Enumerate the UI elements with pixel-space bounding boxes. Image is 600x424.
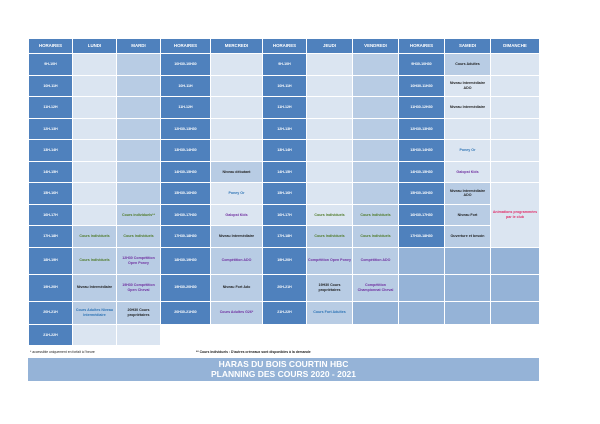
time-cell: 14H30-15H30 (161, 161, 211, 183)
time-cell: 10H-11H (263, 75, 307, 97)
table-row (29, 324, 540, 346)
dimanche-animations-cell: Animations programmées par le club (491, 183, 540, 248)
jeudi-cell: Cours Individuels (307, 226, 353, 248)
time-cell: 15H-16H (29, 183, 73, 205)
table-row (29, 274, 540, 301)
dimanche-cell (491, 75, 540, 97)
mardi-cell (117, 54, 161, 76)
table-row (29, 54, 540, 76)
time-cell: 15H-16H (263, 183, 307, 205)
samedi-cell: Cours Adultes (445, 54, 491, 76)
table-row (29, 226, 540, 248)
jeudi-cell (307, 140, 353, 162)
header-mercredi: MERCREDI (211, 39, 263, 54)
time-cell: 11H30-12H30 (399, 97, 445, 119)
jeudi-cell (307, 54, 353, 76)
header-samedi: SAMEDI (445, 39, 491, 54)
jeudi-cell: Compétition Open Poney (307, 247, 353, 274)
lundi-cell (73, 140, 117, 162)
time-cell: 17H30-18H30 (399, 226, 445, 248)
time-cell: 12H30-13H30 (399, 118, 445, 140)
time-cell: 13H30-14H30 (399, 140, 445, 162)
lundi-cell: Niveau Intermédiaire (73, 274, 117, 301)
time-cell: 10H-11H (29, 75, 73, 97)
dimanche-cell (491, 118, 540, 140)
vendredi-cell (353, 161, 399, 183)
samedi-cell: Niveau Fort (445, 204, 491, 226)
time-cell: 19H-20H (263, 247, 307, 274)
jeudi-cell (307, 183, 353, 205)
mardi-cell (117, 118, 161, 140)
empty-row-area (161, 324, 540, 346)
mardi-cell: 20H30 Cours propriétaires (117, 301, 161, 324)
time-cell: 16H30-17H30 (399, 204, 445, 226)
time-cell: 17H-18H (29, 226, 73, 248)
notes-bar (28, 349, 539, 357)
time-cell: 13H30-14H30 (161, 140, 211, 162)
samedi-cell: Galopst Kids (445, 161, 491, 183)
time-cell: 18H-19H (29, 247, 73, 274)
table-row (29, 301, 540, 324)
time-cell: 11H-12H (29, 97, 73, 119)
samedi-cell: Niveau Intermédiaire ADO (445, 183, 491, 205)
mercredi-cell: Niveau Fort Ado (211, 274, 263, 301)
table-row (29, 75, 540, 97)
samedi-time-empty (399, 301, 445, 324)
table-row (29, 247, 540, 274)
dimanche-cell (491, 97, 540, 119)
jeudi-cell (307, 97, 353, 119)
lundi-cell: Cours Adultes Niveau Intermédiaire (73, 301, 117, 324)
samedi-cell: Ouverture et besoin (445, 226, 491, 248)
time-cell: 16H30-17H30 (161, 204, 211, 226)
samedi-cell (445, 118, 491, 140)
samedi-cell (445, 301, 491, 324)
lundi-cell (73, 75, 117, 97)
mardi-cell (117, 140, 161, 162)
mardi-cell (117, 324, 161, 346)
mercredi-cell (211, 54, 263, 76)
time-cell: 21H-22H (263, 301, 307, 324)
vendredi-cell (353, 118, 399, 140)
samedi-cell: Niveau Intermédiaire (445, 97, 491, 119)
lundi-cell: Cours Individuels (73, 226, 117, 248)
mercredi-cell (211, 118, 263, 140)
samedi-cell: Niveau Intermédiaire ADO (445, 75, 491, 97)
mercredi-cell (211, 97, 263, 119)
table-row (29, 118, 540, 140)
vendredi-cell (353, 54, 399, 76)
time-cell: 13H-14H (29, 140, 73, 162)
time-cell: 16H-17H (29, 204, 73, 226)
mardi-cell (117, 75, 161, 97)
lundi-cell (73, 118, 117, 140)
time-cell: 12H-13H (29, 118, 73, 140)
jeudi-cell (307, 118, 353, 140)
vendredi-cell (353, 301, 399, 324)
lundi-cell (73, 183, 117, 205)
footer-subtitle: PLANNING DES COURS 2020 - 2021 (210, 369, 357, 379)
mardi-cell (117, 161, 161, 183)
planning-table (28, 38, 540, 346)
time-cell: 11H-12H (161, 97, 211, 119)
table-row (29, 97, 540, 119)
samedi-cell (445, 274, 491, 301)
time-cell: 17H-18H (263, 226, 307, 248)
time-cell: 12H-13H (263, 118, 307, 140)
jeudi-cell (307, 161, 353, 183)
mercredi-cell: Compétition ADO (211, 247, 263, 274)
table-row (29, 183, 540, 205)
time-cell: 20H30-21H30 (161, 301, 211, 324)
mardi-cell: 19H30 Compétition Open Cheval (117, 274, 161, 301)
time-cell: 11H-12H (263, 97, 307, 119)
time-cell: 14H-15H (29, 161, 73, 183)
header-horaires-4: HORAIRES (399, 39, 445, 54)
mercredi-cell: Cours Adultes G26* (211, 301, 263, 324)
samedi-cell (445, 247, 491, 274)
time-cell: 10H-11H (161, 75, 211, 97)
mardi-cell: Cours individuels** (117, 204, 161, 226)
mardi-cell: 12H30 Compétition Open Poney (117, 247, 161, 274)
header-vendredi: VENDREDI (353, 39, 399, 54)
footer-title: HARAS DU BOIS COURTIN HBC (218, 359, 349, 369)
footer-title-banner (28, 358, 539, 381)
vendredi-cell (353, 183, 399, 205)
jeudi-cell (307, 75, 353, 97)
time-cell: 13H-14H (263, 140, 307, 162)
time-cell: 20H-21H (29, 301, 73, 324)
time-cell: 16H-17H (263, 204, 307, 226)
time-cell: 19H30-20H30 (161, 274, 211, 301)
samedi-time-empty (399, 274, 445, 301)
mardi-cell: Cours Individuels (117, 226, 161, 248)
mercredi-cell (211, 140, 263, 162)
mardi-cell (117, 97, 161, 119)
mercredi-cell (211, 75, 263, 97)
header-dimanche: DIMANCHE (491, 39, 540, 54)
lundi-cell (73, 97, 117, 119)
mercredi-cell: Niveau Intermédiaire (211, 226, 263, 248)
note-cours-individuels: ** Cours Individuels : D'autres créneaux sont disponibles à la demande (196, 350, 311, 354)
dimanche-cell (491, 247, 540, 274)
mardi-cell (117, 183, 161, 205)
header-jeudi: JEUDI (307, 39, 353, 54)
vendredi-cell (353, 97, 399, 119)
lundi-cell: Cours Individuels (73, 247, 117, 274)
header-horaires-3: HORAIRES (263, 39, 307, 54)
dimanche-cell (491, 54, 540, 76)
time-cell: 9H30-10H30 (399, 54, 445, 76)
time-cell: 15H30-16H30 (399, 183, 445, 205)
header-horaires-1: HORAIRES (29, 39, 73, 54)
jeudi-cell: 19H30 Cours propriétaires (307, 274, 353, 301)
table-row (29, 204, 540, 226)
lundi-cell (73, 204, 117, 226)
planning-sheet (28, 38, 539, 346)
vendredi-cell: Cours Individuels (353, 204, 399, 226)
vendredi-cell (353, 140, 399, 162)
header-horaires-2: HORAIRES (161, 39, 211, 54)
time-cell: 17H30-18H30 (161, 226, 211, 248)
table-row (29, 161, 540, 183)
time-cell: 14H-15H (263, 161, 307, 183)
time-cell: 15H30-16H30 (161, 183, 211, 205)
time-cell: 21H-22H (29, 324, 73, 346)
header-mardi: MARDI (117, 39, 161, 54)
time-cell: 10H30-10H30 (161, 54, 211, 76)
lundi-cell (73, 324, 117, 346)
time-cell: 9H-10H (263, 54, 307, 76)
dimanche-cell (491, 301, 540, 324)
note-forfait: * accessible uniquement en forfait à l'heure (30, 350, 95, 354)
header-lundi: LUNDI (73, 39, 117, 54)
vendredi-cell: Compétition Championnat Cheval (353, 274, 399, 301)
vendredi-cell: Cours Individuels (353, 226, 399, 248)
mercredi-cell: Poney Or (211, 183, 263, 205)
samedi-cell: Poney Or (445, 140, 491, 162)
time-cell: 19H-20H (29, 274, 73, 301)
dimanche-cell (491, 140, 540, 162)
dimanche-cell (491, 274, 540, 301)
lundi-cell (73, 54, 117, 76)
dimanche-cell (491, 161, 540, 183)
mercredi-cell: Galopst Kids (211, 204, 263, 226)
vendredi-cell (353, 75, 399, 97)
mercredi-cell: Niveau débutant (211, 161, 263, 183)
time-cell: 14H30-15H30 (399, 161, 445, 183)
table-row (29, 140, 540, 162)
header-row (29, 39, 540, 54)
time-cell: 10H30-11H30 (399, 75, 445, 97)
lundi-cell (73, 161, 117, 183)
time-cell: 12H30-13H30 (161, 118, 211, 140)
time-cell: 20H-21H (263, 274, 307, 301)
jeudi-cell: Cours Fort Adultes (307, 301, 353, 324)
time-cell: 9H-10H (29, 54, 73, 76)
time-cell: 18H30-19H30 (161, 247, 211, 274)
jeudi-cell: Cours Individuels (307, 204, 353, 226)
samedi-time-empty (399, 247, 445, 274)
vendredi-cell: Compétition ADO (353, 247, 399, 274)
